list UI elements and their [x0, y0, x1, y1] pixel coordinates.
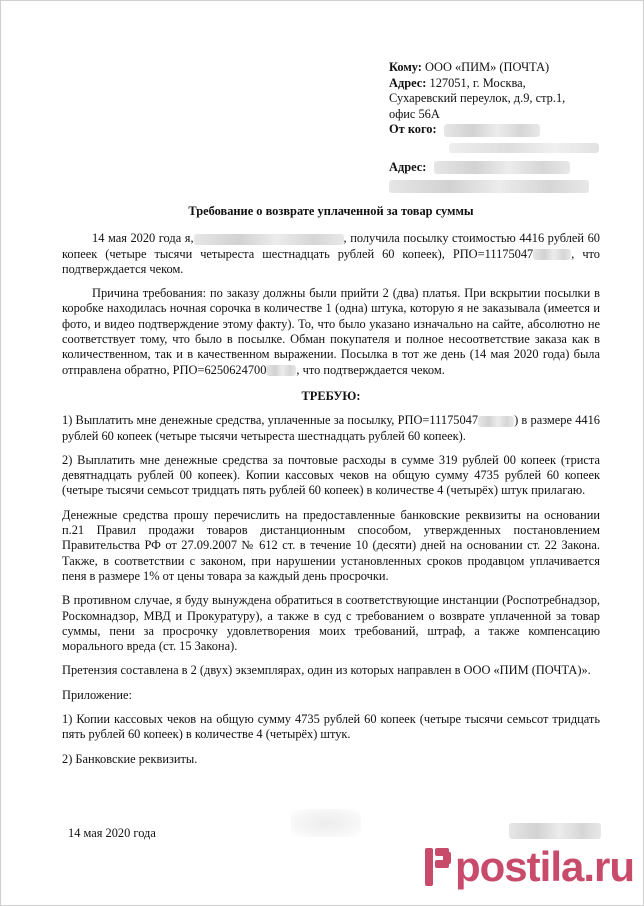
redacted-sender-address-row2 [389, 178, 619, 194]
footer-date: 14 мая 2020 года [68, 826, 156, 840]
sender-address-label: Адрес: [389, 159, 427, 174]
from-label: От кого: [389, 122, 437, 137]
demand-2: 2) Выплатить мне денежные средства за почтовые расходы в сумме 319 рублей 00 копеек (триста девятнадцать рублей 00 копеек). Копии кассовых чеков на общую сумму 4735 рублей 60 копеек (четыре тысячи семьсот тридцать пять рублей 60 копеек) в количестве 4 (четырёх) штук прилагаю. [62, 452, 600, 498]
address-line1: 127051, г. Москва, [429, 75, 526, 90]
address-line2: Сухаревский переулок, д.9, стр.1, [389, 91, 566, 106]
copies-paragraph: Претензия составлена в 2 (двух) экземплярах, один из которых направлен в ООО «ПИМ (ПОЧТА)». [62, 663, 591, 678]
reason-paragraph [62, 286, 600, 378]
intro-part3: , что подтверждается чеком. [62, 246, 601, 276]
redacted-sender-name-2 [449, 143, 599, 153]
redacted-sender-extra [389, 140, 619, 156]
redacted-signature [291, 809, 361, 837]
attachment-2: 2) Банковские реквизиты. [62, 751, 198, 766]
postila-watermark [425, 843, 635, 890]
postila-logo-icon [425, 848, 451, 886]
demand1-part2: ) в размере 4416 рублей 60 копеек (четыре тысячи четыреста шестнадцать рублей 60 копеек). [62, 413, 600, 443]
address-line3: офис 56А [389, 106, 440, 121]
demand-heading: ТРЕБУЮ: [301, 388, 361, 403]
redacted-sender-address-2 [389, 180, 589, 193]
to-value: ООО «ПИМ» (ПОЧТА) [425, 60, 550, 74]
redacted-signer-name [509, 823, 601, 839]
otherwise-paragraph: В противном случае, я буду вынуждена обратиться в соответствующие инстанции (Роспотребнадзор, Роскомнадзор, МВД и Прокуратуру), а также в суд с требованием о возврате уплаченной за товар суммы, пени за просрочку удовлетворения моих требований, штраф, а также компенсацию морального вреда (ст. 15 Закона). [62, 593, 600, 654]
redacted-sender-address [434, 161, 570, 174]
demand-1 [62, 413, 600, 444]
redacted-tracking-3 [478, 416, 514, 427]
attachment-1: 1) Копии кассовых чеков на общую сумму 4735 рублей 60 копеек (четыре тысячи семьсот тридцать пять рублей 60 копеек) в количестве 4 (четырёх) штук. [62, 712, 600, 742]
redacted-tracking-1 [533, 249, 571, 260]
reason-part2: , что подтверждается чеком. [296, 362, 445, 377]
intro-paragraph [62, 231, 600, 277]
watermark-text: postila.ru [455, 843, 635, 890]
address-row [389, 76, 619, 92]
intro-part1: 14 мая 2020 года я, [92, 231, 194, 246]
from-row [389, 122, 619, 138]
to-row [389, 60, 619, 76]
intro-part2: , получила посылку стоимостью 4416 рублей 60 копеек (четыре тысячи четыреста шестнадцать рублей 60 копеек), РПО=11175047 [62, 231, 600, 261]
sender-address-row [389, 160, 619, 176]
redacted-name [194, 234, 344, 245]
demand1-part1: 1) Выплатить мне денежные средства, уплаченные за посылку, РПО=11175047 [62, 413, 479, 428]
redacted-tracking-2 [266, 365, 296, 376]
document-body [62, 204, 600, 767]
to-label: Кому: [389, 60, 422, 74]
address-label: Адрес: [389, 75, 427, 90]
redacted-sender-name [444, 124, 540, 137]
recipient-block [389, 60, 619, 194]
reason-part1: Причина требования: по заказу должны были прийти 2 (два) платья. При вскрытии посылки в коробке находилась ночная сорочка в количестве 1 (одна) штука, которую я не заказывала (имеется и фото, и видео подтверждение этому факту). То, что было указано изначально на сайте, абсолютно не соответствует тому, что было в посылке. Обман покупателя и полное несоответствие заказа как в количественном, так и в качественном выражении. Посылка в тот же день (14 мая 2020 года) была отправлена обратно, РПО=6250624700 [62, 286, 600, 377]
bank-paragraph: Денежные средства прошу перечислить на предоставленные банковские реквизиты на основании п.21 Правил продажи товаров дистанционным способом, утвержденных постановлением Правительства РФ от 27.09.2007 № 612 ст. в течение 10 (десяти) дней на основании ст. 22 Закона. Также, в соответствии с законом, при нарушении установленных сроков продавцом уплачивается пеня в размере 1% от цены товара за каждый день просрочки. [62, 507, 600, 583]
document-title: Требование о возврате уплаченной за товар суммы [188, 204, 474, 218]
attachment-heading: Приложение: [62, 687, 132, 702]
